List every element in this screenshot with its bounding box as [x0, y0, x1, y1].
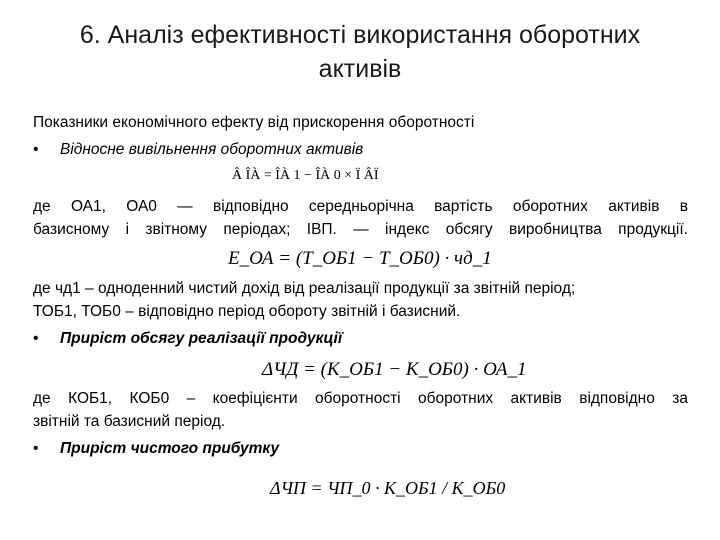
formula-e-oa — [228, 248, 492, 270]
bullet-text: Приріст чистого прибутку — [60, 440, 280, 457]
page-title — [40, 18, 680, 86]
formula-text: E_ОА = (T_ОБ1 − T_ОБ0) · чд_1 — [228, 248, 492, 269]
bullet-dot: • — [33, 330, 39, 347]
bullet-sales-growth — [33, 328, 342, 349]
formula-delta-chp — [270, 478, 505, 499]
paragraph-chd-line-2: ТОБ1, ТОБ0 – відповідно період обороту звітній і базисний. — [33, 303, 461, 320]
section-heading: Показники економічного ефекту від прискорення оборотності — [33, 114, 475, 131]
bullet-text: Приріст обсягу реалізації продукції — [60, 330, 343, 347]
bullet-relative-release — [33, 139, 363, 160]
paragraph-kob-line-2: звітній та базисний період. — [33, 413, 226, 430]
formula-delta-chd — [262, 359, 527, 381]
paragraph-oa-line-2: базисному і звітному періодах; IВП. — індекс обсягу виробництва продукції. — [33, 221, 688, 238]
paragraph-oa-line-1: де ОА1, ОА0 — відповідно середньорічна вартість оборотних активів в — [33, 198, 688, 215]
bullet-text: Відносне вивільнення оборотних активів — [60, 141, 364, 158]
title-line-1: 6. Аналіз ефективності використання оборотних — [79, 21, 641, 49]
formula-text: ΔЧП = ЧП_0 · K_ОБ1 / K_ОБ0 — [270, 478, 506, 498]
formula-text: Â ÎÀ = ÎÀ 1 − ÎÀ 0 × Ï ÂÏ — [232, 168, 379, 183]
paragraph-kob-line-1: де КОБ1, КОБ0 – коефіцієнти оборотності оборотних активів відповідно за — [33, 390, 688, 407]
bullet-dot: • — [33, 141, 39, 158]
title-line-2: активів — [318, 55, 402, 83]
bullet-net-profit-growth — [33, 438, 279, 459]
paragraph-chd-line-1: де чд1 – одноденний чистий дохід від реалізації продукції за звітній період; — [33, 280, 576, 297]
bullet-dot: • — [33, 440, 39, 457]
formula-relative-release — [232, 168, 379, 184]
formula-text: ΔЧД = (K_ОБ1 − K_ОБ0) · ОА_1 — [262, 359, 527, 380]
